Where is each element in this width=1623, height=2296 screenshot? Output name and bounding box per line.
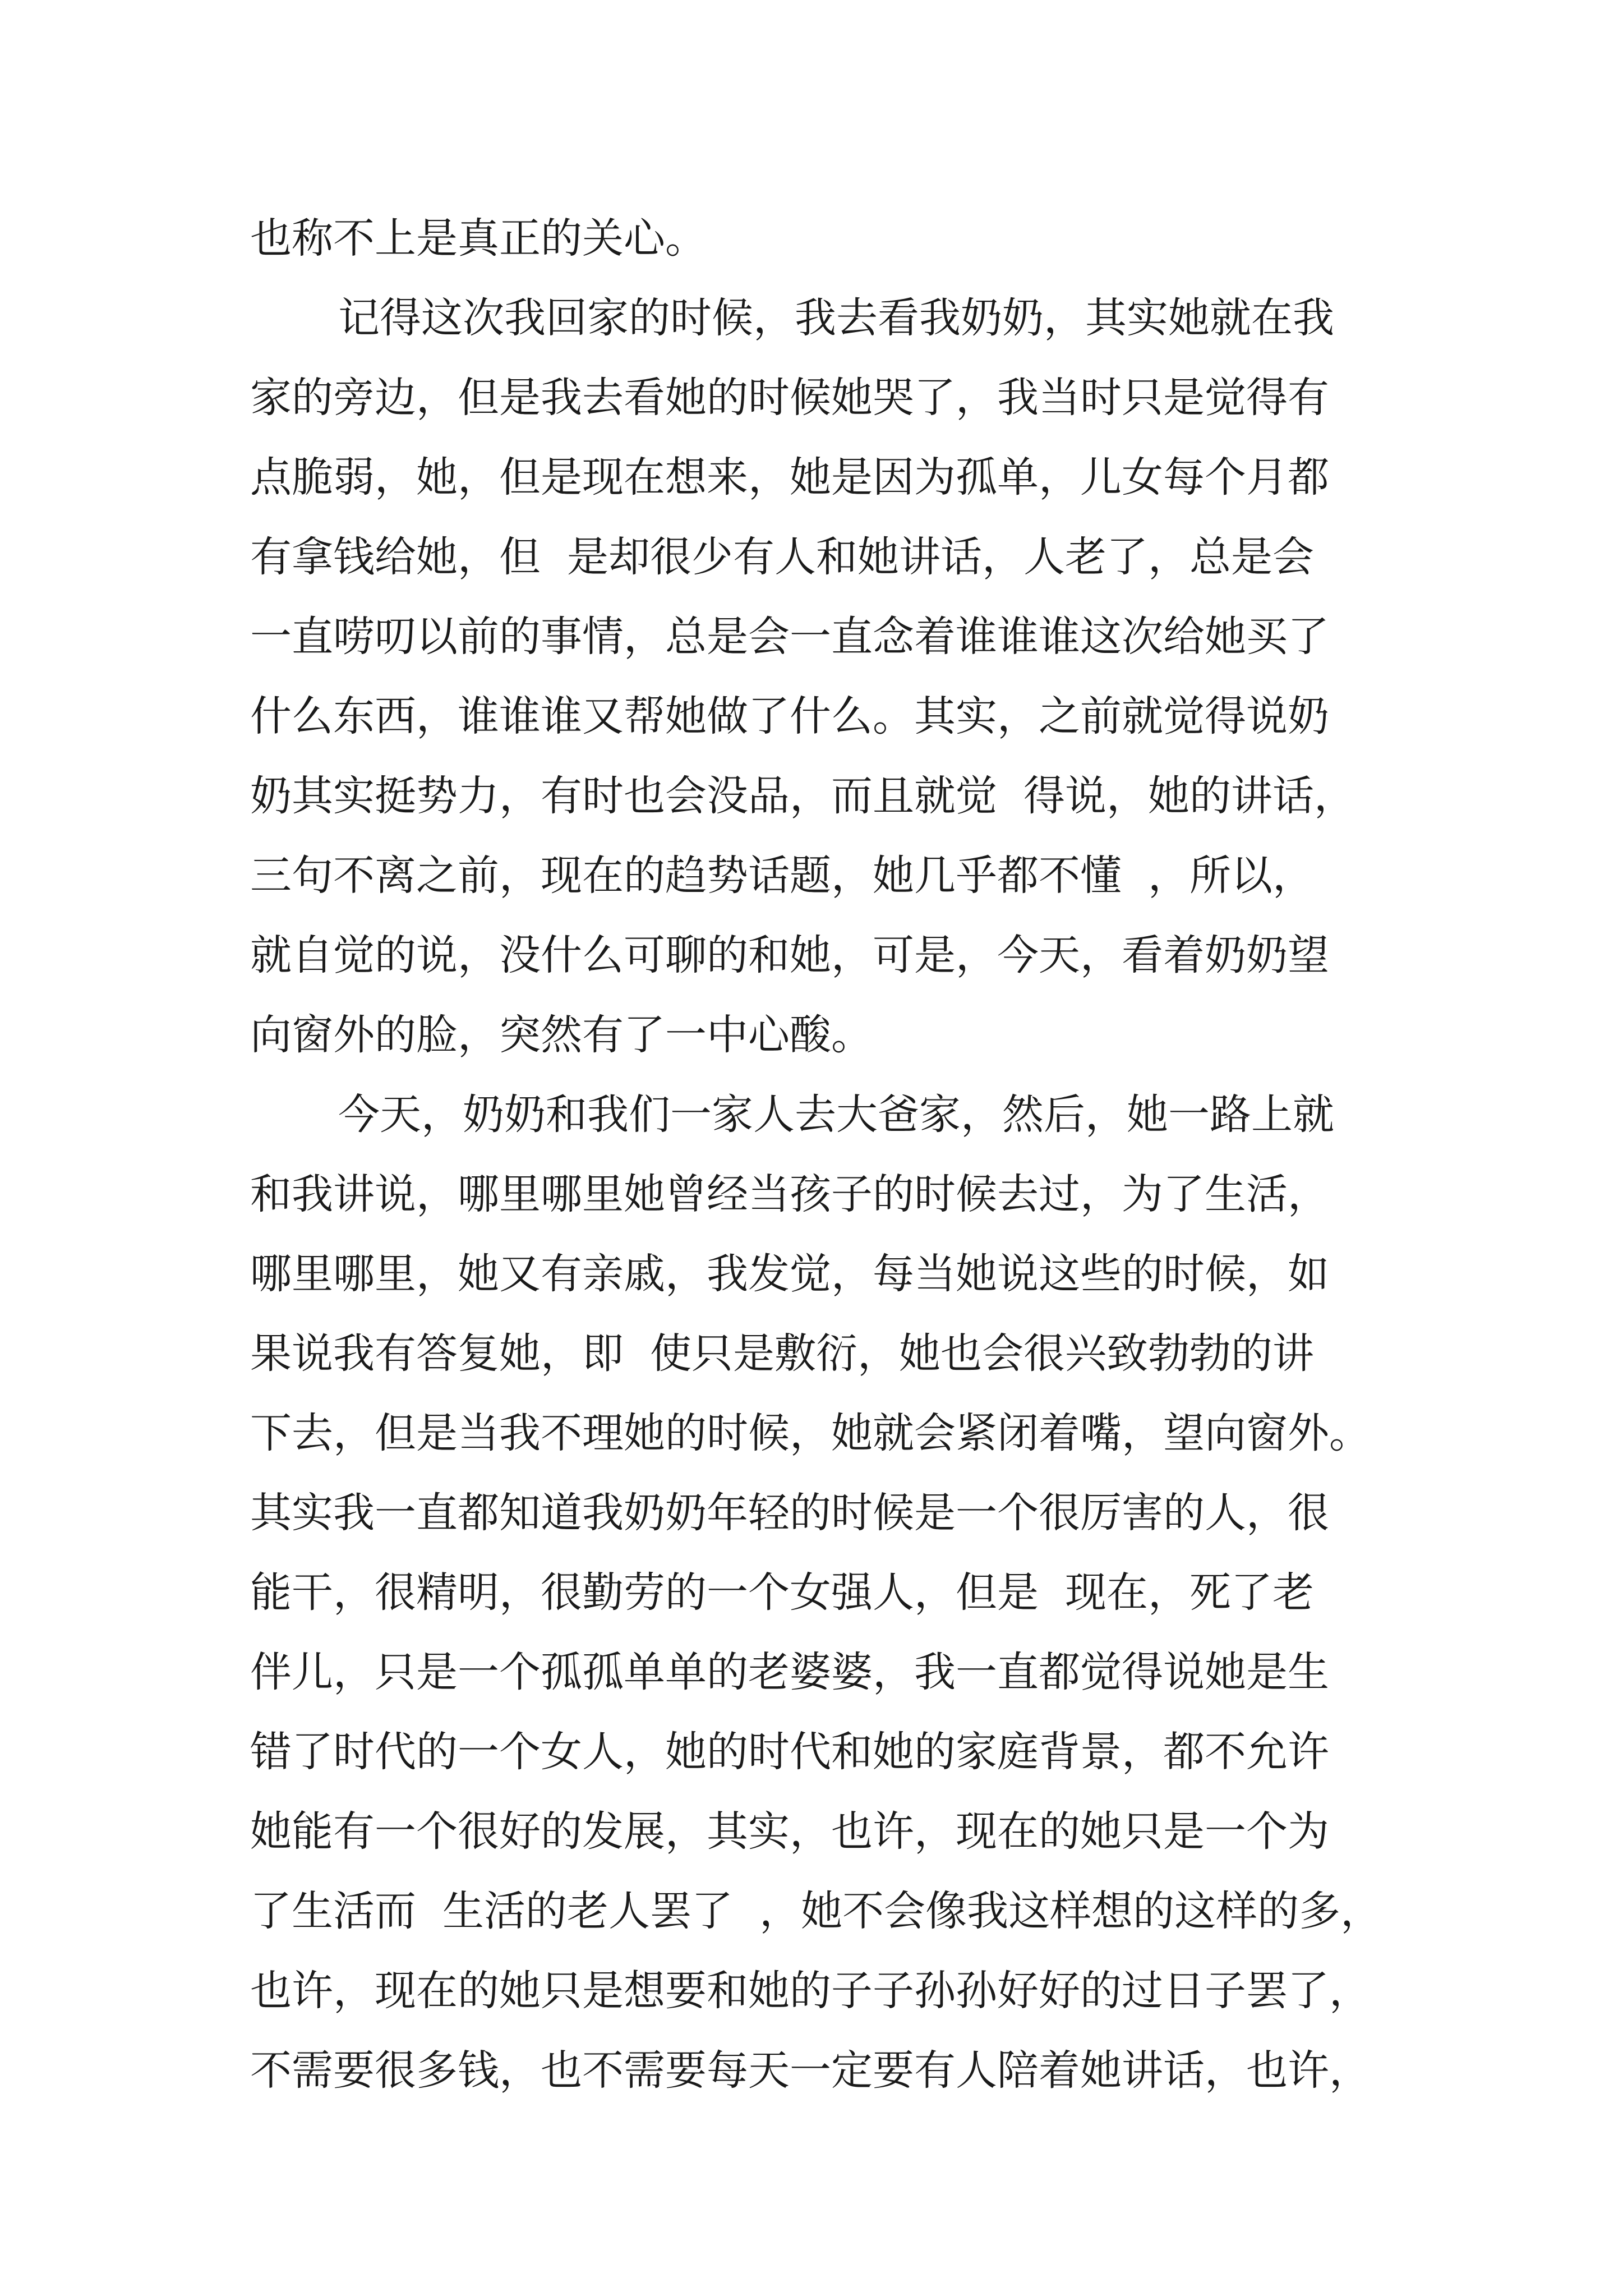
text-line-1: 也称不上是真正的关心。 [250,214,707,263]
paragraph-1-line-5: 一直唠叨以前的事情，总是会一直念着谁谁谁这次给她买了 [250,613,1329,661]
paragraph-2-line-5: 下去，但是当我不理她的时候，她就会紧闭着嘴，望向窗外。 [250,1409,1371,1457]
paragraph-1-line-10: 向窗外的脸，突然有了一中心酸。 [250,1011,873,1059]
paragraph-2-line-8: 伴儿，只是一个孤孤单单的老婆婆，我一直都觉得说她是生 [250,1648,1329,1696]
paragraph-1-line-7: 奶其实挺势力，有时也会没品，而且就觉 得说，她的讲话， [250,772,1356,820]
paragraph-1-line-4: 有拿钱给她，但 是却很少有人和她讲话，人老了，总是会 [250,533,1315,581]
paragraph-2-line-4: 果说我有答复她，即 使只是敷衍，她也会很兴致勃勃的讲 [250,1329,1315,1378]
paragraph-2-line-9: 错了时代的一个女人，她的时代和她的家庭背景，都不允许 [250,1728,1329,1776]
paragraph-2-line-11: 了生活而 生活的老人罢了 ，她不会像我这样想的这样的多， [250,1887,1382,1935]
paragraph-2-line-10: 她能有一个很好的发展，其实，也许，现在的她只是一个为 [250,1807,1329,1856]
paragraph-2-line-3: 哪里哪里，她又有亲戚，我发觉，每当她说这些的时候，如 [250,1250,1329,1298]
paragraph-1-line-9: 就自觉的说，没什么可聊的和她，可是，今天，看着奶奶望 [250,931,1329,979]
paragraph-2-line-1: 今天，奶奶和我们一家人去大爸家，然后，她一路上就 [338,1091,1334,1139]
paragraph-2-line-6: 其实我一直都知道我奶奶年轻的时候是一个很厉害的人，很 [250,1489,1329,1537]
paragraph-2-line-2: 和我讲说，哪里哪里她曾经当孩子的时候去过，为了生活， [250,1170,1329,1218]
paragraph-1-line-6: 什么东西，谁谁谁又帮她做了什么。其实，之前就觉得说奶 [250,692,1329,740]
paragraph-2-line-7: 能干，很精明，很勤劳的一个女强人，但是 现在，死了老 [250,1568,1315,1617]
paragraph-2-line-12: 也许，现在的她只是想要和她的子子孙孙好好的过日子罢了， [250,1967,1371,2015]
paragraph-1-line-1: 记得这次我回家的时候，我去看我奶奶，其实她就在我 [338,294,1334,342]
paragraph-1-line-8: 三句不离之前，现在的趋势话题，她几乎都不懂 ，所以， [250,852,1315,900]
paragraph-2-line-13: 不需要很多钱，也不需要每天一定要有人陪着她讲话，也许， [250,2046,1371,2095]
paragraph-1-line-3: 点脆弱，她，但是现在想来，她是因为孤单，儿女每个月都 [250,453,1329,501]
paragraph-1-line-2: 家的旁边，但是我去看她的时候她哭了，我当时只是觉得有 [250,374,1329,422]
